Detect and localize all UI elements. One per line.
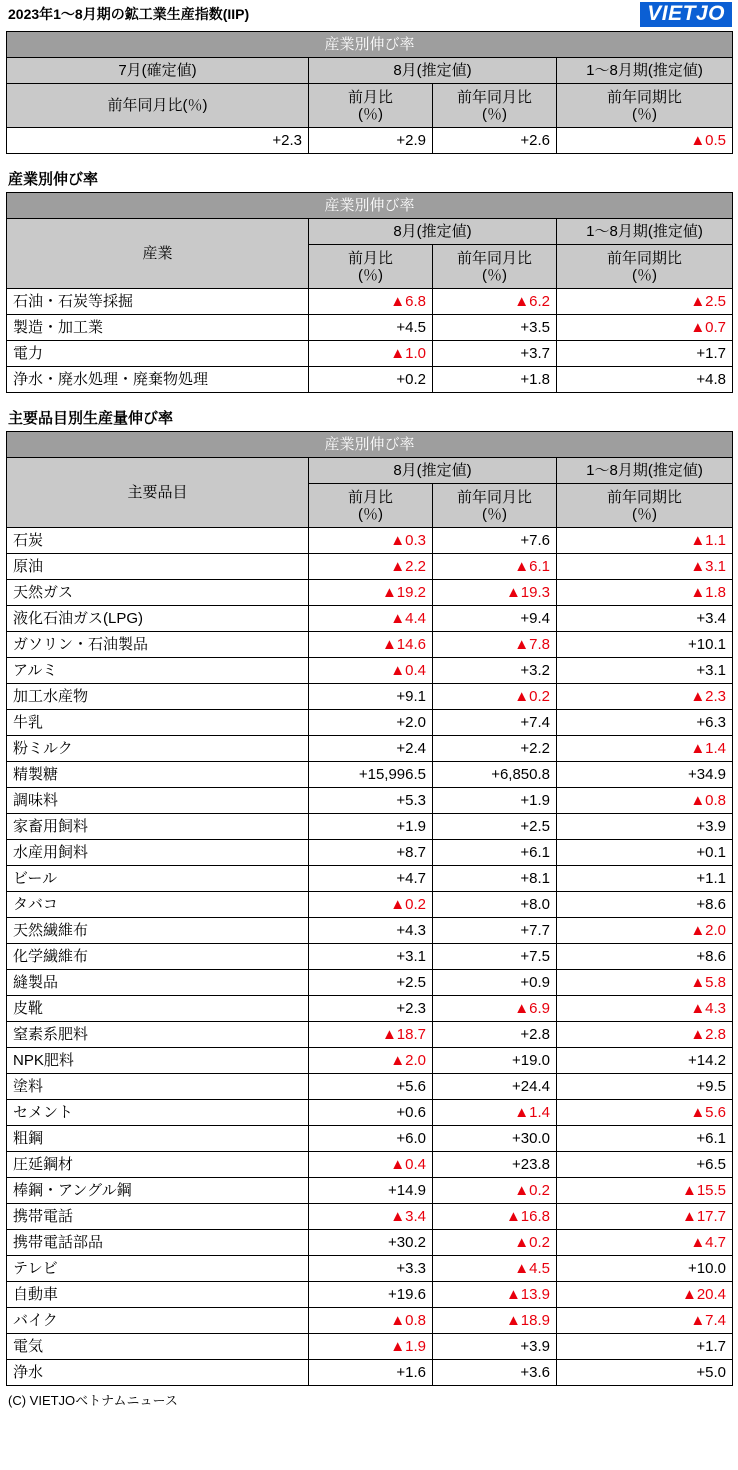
document-header	[6, 2, 732, 31]
product-cell-value: +7.4	[433, 710, 557, 736]
product-cell-value: ▲0.4	[309, 658, 433, 684]
table-row	[7, 128, 733, 154]
product-cell-value: ▲7.4	[557, 1308, 733, 1334]
table-row	[7, 1360, 733, 1386]
table-row	[7, 918, 733, 944]
product-cell-value: +2.5	[309, 970, 433, 996]
product-subheader-0-line2: (％)	[358, 505, 383, 523]
product-cell-value: +7.5	[433, 944, 557, 970]
industry-subheader-0-line2: (％)	[358, 266, 383, 284]
product-cell-value: ▲0.2	[433, 1230, 557, 1256]
product-row-label: ビール	[7, 866, 309, 892]
table-row	[7, 367, 733, 393]
product-cell-value: +30.2	[309, 1230, 433, 1256]
table-row	[7, 1334, 733, 1360]
table-row	[7, 315, 733, 341]
product-row-label: セメント	[7, 1100, 309, 1126]
product-row-label: 精製糖	[7, 762, 309, 788]
product-row-label: テレビ	[7, 1256, 309, 1282]
product-cell-value: ▲1.1	[557, 528, 733, 554]
product-cell-value: +10.0	[557, 1256, 733, 1282]
industry-row-label: 石油・石炭等採掘	[7, 289, 309, 315]
industry-subheader-1	[433, 245, 557, 289]
product-row-label: 粉ミルク	[7, 736, 309, 762]
industry-subheader-0-line1: 前月比	[347, 249, 393, 267]
product-cell-value: +8.7	[309, 840, 433, 866]
table-row	[7, 632, 733, 658]
product-cell-value: +6.1	[433, 840, 557, 866]
industry-cell-value: ▲6.8	[309, 289, 433, 315]
product-cell-value: +3.1	[309, 944, 433, 970]
product-subheader-2-line2: (％)	[632, 505, 657, 523]
industry-caption: 産業別伸び率	[7, 193, 733, 219]
product-cell-value: +0.1	[557, 840, 733, 866]
product-cell-value: +1.9	[309, 814, 433, 840]
table-row	[7, 710, 733, 736]
summary-value-0: +2.3	[7, 128, 309, 154]
product-cell-value: +4.7	[309, 866, 433, 892]
table-row	[7, 606, 733, 632]
product-cell-value: ▲7.8	[433, 632, 557, 658]
product-cell-value: +19.0	[433, 1048, 557, 1074]
summary-subheader-2-line1: 前年同月比	[456, 88, 532, 106]
product-row-label: 縫製品	[7, 970, 309, 996]
product-cell-value: ▲14.6	[309, 632, 433, 658]
product-row-label: 窒素系肥料	[7, 1022, 309, 1048]
product-cell-value: +2.2	[433, 736, 557, 762]
table-row	[7, 970, 733, 996]
table-row	[7, 554, 733, 580]
product-cell-value: +6,850.8	[433, 762, 557, 788]
table-row	[7, 1256, 733, 1282]
product-row-label: 自動車	[7, 1282, 309, 1308]
product-group-cumulative: 1〜8月期(推定値)	[557, 458, 733, 484]
industry-cell-value: +1.8	[433, 367, 557, 393]
product-cell-value: ▲2.3	[557, 684, 733, 710]
table-row-groups	[7, 219, 733, 245]
product-cell-value: ▲0.2	[433, 684, 557, 710]
product-row-label: 加工水産物	[7, 684, 309, 710]
industry-subheader-1-line2: (％)	[482, 266, 507, 284]
product-cell-value: +15,996.5	[309, 762, 433, 788]
product-cell-value: +1.6	[309, 1360, 433, 1386]
table-row	[7, 1152, 733, 1178]
product-cell-value: +1.7	[557, 1334, 733, 1360]
table-row	[7, 658, 733, 684]
product-cell-value: ▲5.6	[557, 1100, 733, 1126]
product-cell-value: ▲0.8	[309, 1308, 433, 1334]
table-row-groups	[7, 58, 733, 84]
product-cell-value: +2.5	[433, 814, 557, 840]
industry-cell-value: +4.5	[309, 315, 433, 341]
table-row	[7, 892, 733, 918]
summary-table	[6, 31, 733, 154]
product-cell-value: ▲17.7	[557, 1204, 733, 1230]
product-cell-value: ▲20.4	[557, 1282, 733, 1308]
product-table	[6, 431, 733, 1386]
product-group-august: 8月(推定値)	[309, 458, 557, 484]
product-cell-value: +9.4	[433, 606, 557, 632]
product-cell-value: +23.8	[433, 1152, 557, 1178]
product-row-label: 化学繊維布	[7, 944, 309, 970]
product-cell-value: +6.1	[557, 1126, 733, 1152]
vietjo-logo: VIETJO	[640, 2, 732, 27]
industry-cell-value: +3.7	[433, 341, 557, 367]
table-row	[7, 1074, 733, 1100]
product-row-label: 天然ガス	[7, 580, 309, 606]
industry-table	[6, 192, 733, 393]
product-cell-value: ▲13.9	[433, 1282, 557, 1308]
copyright-footer: (C) VIETJOベトナムニュース	[8, 1393, 178, 1408]
industry-section-title: 産業別伸び率	[8, 171, 99, 188]
product-table-body	[7, 528, 733, 1386]
product-cell-value: +1.9	[433, 788, 557, 814]
product-cell-value: ▲3.4	[309, 1204, 433, 1230]
summary-value-2: +2.6	[433, 128, 557, 154]
product-row-label: 石炭	[7, 528, 309, 554]
summary-value-1: +2.9	[309, 128, 433, 154]
product-cell-value: +10.1	[557, 632, 733, 658]
product-cell-value: ▲4.7	[557, 1230, 733, 1256]
table-row	[7, 1230, 733, 1256]
summary-subheader-0	[7, 84, 309, 128]
product-row-label: 塗料	[7, 1074, 309, 1100]
product-cell-value: +1.1	[557, 866, 733, 892]
summary-group-cumulative: 1〜8月期(推定値)	[557, 58, 733, 84]
table-row	[7, 996, 733, 1022]
product-cell-value: +0.9	[433, 970, 557, 996]
table-row	[7, 762, 733, 788]
product-cell-value: +9.1	[309, 684, 433, 710]
product-row-label: 皮靴	[7, 996, 309, 1022]
product-section-title: 主要品目別生産量伸び率	[8, 410, 174, 427]
industry-subheader-1-line1: 前年同月比	[456, 249, 532, 267]
product-cell-value: ▲0.2	[433, 1178, 557, 1204]
industry-cell-value: ▲2.5	[557, 289, 733, 315]
product-row-label: 携帯電話	[7, 1204, 309, 1230]
table-row	[7, 840, 733, 866]
product-row-label: バイク	[7, 1308, 309, 1334]
product-cell-value: +4.3	[309, 918, 433, 944]
table-row	[7, 1308, 733, 1334]
table-row-subheaders	[7, 84, 733, 128]
product-cell-value: +14.2	[557, 1048, 733, 1074]
product-row-label: 携帯電話部品	[7, 1230, 309, 1256]
industry-row-label: 製造・加工業	[7, 315, 309, 341]
product-row-label: 天然繊維布	[7, 918, 309, 944]
product-cell-value: +5.3	[309, 788, 433, 814]
table-row	[7, 1178, 733, 1204]
product-cell-value: +34.9	[557, 762, 733, 788]
table-row	[7, 1126, 733, 1152]
summary-subheader-3-line1: 前年同期比	[607, 88, 683, 106]
product-row-label: 家畜用飼料	[7, 814, 309, 840]
industry-row-header: 産業	[7, 219, 309, 289]
product-cell-value: ▲0.8	[557, 788, 733, 814]
product-row-label: NPK肥料	[7, 1048, 309, 1074]
product-cell-value: +0.6	[309, 1100, 433, 1126]
product-cell-value: ▲2.8	[557, 1022, 733, 1048]
product-row-label: ガソリン・石油製品	[7, 632, 309, 658]
summary-group-august: 8月(推定値)	[309, 58, 557, 84]
product-cell-value: ▲1.9	[309, 1334, 433, 1360]
product-cell-value: +24.4	[433, 1074, 557, 1100]
product-cell-value: ▲16.8	[433, 1204, 557, 1230]
table-row	[7, 1048, 733, 1074]
product-row-label: 電気	[7, 1334, 309, 1360]
product-cell-value: ▲4.3	[557, 996, 733, 1022]
product-cell-value: ▲15.5	[557, 1178, 733, 1204]
industry-subheader-2-line1: 前年同期比	[607, 249, 683, 267]
industry-table-body	[7, 289, 733, 393]
table-row	[7, 528, 733, 554]
product-cell-value: +9.5	[557, 1074, 733, 1100]
product-cell-value: ▲2.0	[557, 918, 733, 944]
summary-value-3: ▲0.5	[557, 128, 733, 154]
product-cell-value: ▲5.8	[557, 970, 733, 996]
table-row	[7, 944, 733, 970]
industry-subheader-2	[557, 245, 733, 289]
table-row-caption	[7, 193, 733, 219]
product-cell-value: +8.6	[557, 892, 733, 918]
summary-subheader-3-line2: (％)	[632, 105, 657, 123]
table-row	[7, 1100, 733, 1126]
summary-subheader-1-line2: (％)	[358, 105, 383, 123]
product-cell-value: ▲0.3	[309, 528, 433, 554]
product-subheader-1	[433, 484, 557, 528]
summary-subheader-1	[309, 84, 433, 128]
industry-cell-value: ▲1.0	[309, 341, 433, 367]
product-cell-value: ▲18.7	[309, 1022, 433, 1048]
product-cell-value: +19.6	[309, 1282, 433, 1308]
product-row-label: 液化石油ガス(LPG)	[7, 606, 309, 632]
industry-cell-value: +1.7	[557, 341, 733, 367]
product-subheader-0	[309, 484, 433, 528]
table-row	[7, 289, 733, 315]
table-row	[7, 736, 733, 762]
product-cell-value: +3.1	[557, 658, 733, 684]
summary-subheader-1-line1: 前月比	[347, 88, 393, 106]
product-cell-value: +6.5	[557, 1152, 733, 1178]
summary-subheader-3	[557, 84, 733, 128]
product-row-label: アルミ	[7, 658, 309, 684]
table-row-groups	[7, 458, 733, 484]
table-row	[7, 684, 733, 710]
page-title: 2023年1〜8月期の鉱工業生産指数(IIP)	[8, 6, 250, 22]
summary-subheader-0-line1: 前年同月比(％)	[107, 96, 208, 114]
industry-cell-value: ▲6.2	[433, 289, 557, 315]
table-row	[7, 1282, 733, 1308]
product-cell-value: +5.0	[557, 1360, 733, 1386]
table-row	[7, 814, 733, 840]
product-cell-value: ▲2.2	[309, 554, 433, 580]
product-subheader-2-line1: 前年同期比	[607, 488, 683, 506]
table-row-caption	[7, 432, 733, 458]
product-cell-value: ▲1.4	[433, 1100, 557, 1126]
product-cell-value: ▲1.4	[557, 736, 733, 762]
product-cell-value: ▲6.9	[433, 996, 557, 1022]
product-row-label: 調味料	[7, 788, 309, 814]
product-cell-value: +2.3	[309, 996, 433, 1022]
product-subheader-2	[557, 484, 733, 528]
product-subheader-0-line1: 前月比	[347, 488, 393, 506]
product-caption: 産業別伸び率	[7, 432, 733, 458]
product-cell-value: ▲1.8	[557, 580, 733, 606]
table-row	[7, 788, 733, 814]
product-cell-value: +3.4	[557, 606, 733, 632]
summary-caption: 産業別伸び率	[7, 32, 733, 58]
industry-subheader-0	[309, 245, 433, 289]
product-cell-value: +3.6	[433, 1360, 557, 1386]
product-cell-value: ▲2.0	[309, 1048, 433, 1074]
industry-cell-value: +3.5	[433, 315, 557, 341]
table-row	[7, 866, 733, 892]
product-cell-value: +6.3	[557, 710, 733, 736]
table-row	[7, 1204, 733, 1230]
product-cell-value: ▲4.5	[433, 1256, 557, 1282]
product-row-header: 主要品目	[7, 458, 309, 528]
industry-row-label: 電力	[7, 341, 309, 367]
product-row-label: 粗鋼	[7, 1126, 309, 1152]
product-row-label: タバコ	[7, 892, 309, 918]
product-cell-value: +3.2	[433, 658, 557, 684]
product-row-label: 水産用飼料	[7, 840, 309, 866]
industry-group-cumulative: 1〜8月期(推定値)	[557, 219, 733, 245]
product-cell-value: +6.0	[309, 1126, 433, 1152]
product-cell-value: +3.9	[433, 1334, 557, 1360]
product-cell-value: +3.9	[557, 814, 733, 840]
summary-subheader-2	[433, 84, 557, 128]
product-cell-value: +30.0	[433, 1126, 557, 1152]
product-row-label: 棒鋼・アングル鋼	[7, 1178, 309, 1204]
product-subheader-1-line1: 前年同月比	[456, 488, 532, 506]
product-cell-value: +8.0	[433, 892, 557, 918]
industry-cell-value: +0.2	[309, 367, 433, 393]
product-cell-value: +8.1	[433, 866, 557, 892]
product-cell-value: +7.6	[433, 528, 557, 554]
industry-cell-value: +4.8	[557, 367, 733, 393]
product-row-label: 浄水	[7, 1360, 309, 1386]
product-cell-value: +2.0	[309, 710, 433, 736]
summary-subheader-2-line2: (％)	[482, 105, 507, 123]
product-cell-value: ▲19.3	[433, 580, 557, 606]
product-cell-value: ▲18.9	[433, 1308, 557, 1334]
product-cell-value: +2.4	[309, 736, 433, 762]
industry-cell-value: ▲0.7	[557, 315, 733, 341]
product-cell-value: ▲6.1	[433, 554, 557, 580]
product-cell-value: +5.6	[309, 1074, 433, 1100]
product-cell-value: ▲4.4	[309, 606, 433, 632]
summary-group-july: 7月(確定値)	[7, 58, 309, 84]
product-cell-value: +3.3	[309, 1256, 433, 1282]
product-cell-value: +8.6	[557, 944, 733, 970]
industry-group-august: 8月(推定値)	[309, 219, 557, 245]
product-row-label: 原油	[7, 554, 309, 580]
table-row	[7, 341, 733, 367]
table-row-caption	[7, 32, 733, 58]
industry-row-label: 浄水・廃水処理・廃棄物処理	[7, 367, 309, 393]
product-cell-value: +14.9	[309, 1178, 433, 1204]
product-subheader-1-line2: (％)	[482, 505, 507, 523]
industry-subheader-2-line2: (％)	[632, 266, 657, 284]
product-row-label: 牛乳	[7, 710, 309, 736]
product-cell-value: +7.7	[433, 918, 557, 944]
product-row-label: 圧延鋼材	[7, 1152, 309, 1178]
product-cell-value: ▲3.1	[557, 554, 733, 580]
table-row	[7, 1022, 733, 1048]
product-cell-value: ▲19.2	[309, 580, 433, 606]
product-cell-value: ▲0.4	[309, 1152, 433, 1178]
product-cell-value: ▲0.2	[309, 892, 433, 918]
product-cell-value: +2.8	[433, 1022, 557, 1048]
table-row	[7, 580, 733, 606]
